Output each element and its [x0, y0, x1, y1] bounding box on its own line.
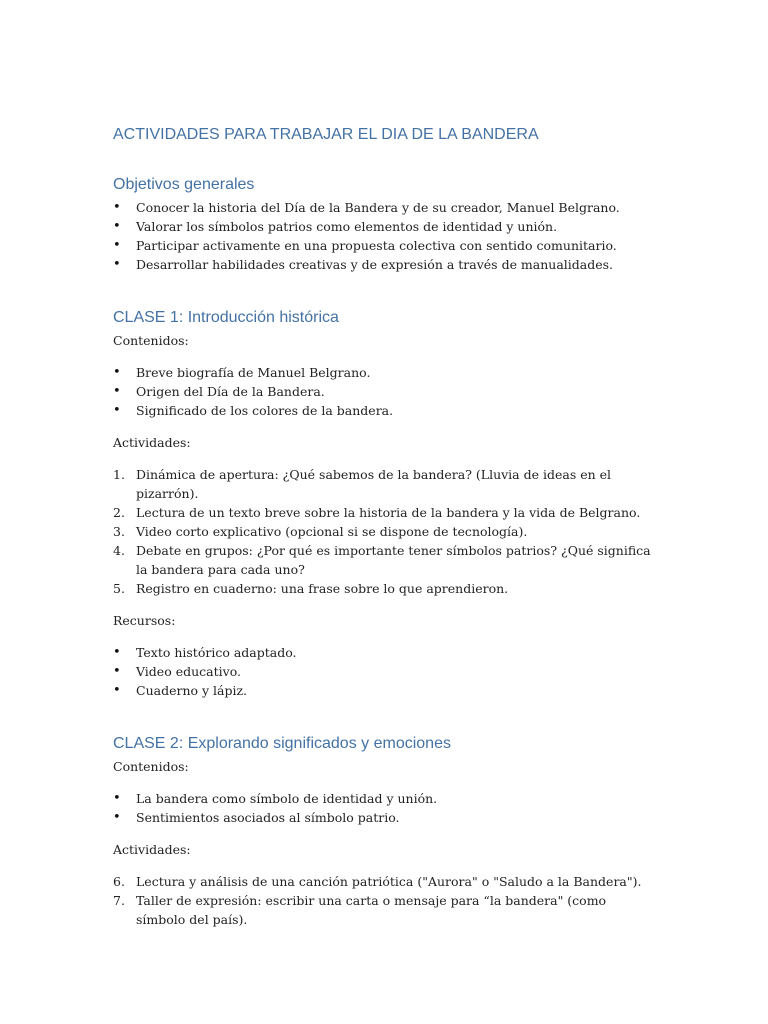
list-item: • Origen del Día de la Bandera.: [113, 382, 653, 401]
clase1-recursos-list: [113, 643, 653, 700]
clase1-actividades-list: [113, 465, 653, 598]
clase2-contenidos-list: [113, 789, 653, 827]
objetivos-heading: Objetivos generales: [113, 176, 255, 193]
item-text: Registro en cuaderno: una frase sobre lo que aprendieron.: [136, 581, 509, 596]
item-number: 3.: [113, 524, 125, 539]
item-text: Lectura y análisis de una canción patriótica ("Aurora" o "Saludo a la Bandera").: [136, 874, 642, 889]
clase2-actividades-label: Actividades:: [113, 842, 191, 857]
numbered-item: [113, 579, 653, 598]
numbered-item: [113, 891, 653, 929]
clase2-contenidos-label: Contenidos:: [113, 759, 189, 774]
clase1-heading: CLASE 1: Introducción histórica: [113, 309, 339, 326]
numbered-item: [113, 503, 653, 522]
clase2-actividades-list: [113, 872, 653, 929]
item-text: Taller de expresión: escribir una carta o mensaje para “la bandera" (como símbolo del país).: [136, 893, 607, 927]
item-text: Video corto explicativo (opcional si se dispone de tecnología).: [136, 524, 528, 539]
numbered-item: [113, 872, 653, 891]
item-text: Dinámica de apertura: ¿Qué sabemos de la bandera? (Lluvia de ideas en el pizarrón).: [136, 467, 612, 501]
list-item: • Valorar los símbolos patrios como elementos de identidad y unión.: [113, 217, 653, 236]
document-title: ACTIVIDADES PARA TRABAJAR EL DIA DE LA BANDERA: [113, 126, 539, 143]
clase1-recursos-label: Recursos:: [113, 613, 176, 628]
numbered-item: [113, 522, 653, 541]
clase1-contenidos-label: Contenidos:: [113, 333, 189, 348]
item-number: 6.: [113, 874, 125, 889]
list-item: • Conocer la historia del Día de la Bandera y de su creador, Manuel Belgrano.: [113, 198, 653, 217]
item-number: 7.: [113, 893, 125, 908]
numbered-item: [113, 541, 653, 579]
list-item: • Cuaderno y lápiz.: [113, 681, 653, 700]
objetivos-list: [113, 198, 653, 274]
clase1-actividades-label: Actividades:: [113, 435, 191, 450]
list-item: • Significado de los colores de la bandera.: [113, 401, 653, 420]
item-number: 5.: [113, 581, 125, 596]
list-item: • La bandera como símbolo de identidad y unión.: [113, 789, 653, 808]
list-item: • Sentimientos asociados al símbolo patrio.: [113, 808, 653, 827]
list-item: • Texto histórico adaptado.: [113, 643, 653, 662]
clase2-heading: CLASE 2: Explorando significados y emociones: [113, 735, 451, 752]
list-item: • Breve biografía de Manuel Belgrano.: [113, 363, 653, 382]
item-number: 2.: [113, 505, 125, 520]
clase1-contenidos-list: [113, 363, 653, 420]
item-number: 1.: [113, 467, 125, 482]
list-item: • Participar activamente en una propuesta colectiva con sentido comunitario.: [113, 236, 653, 255]
numbered-item: [113, 465, 653, 503]
item-number: 4.: [113, 543, 125, 558]
list-item: • Video educativo.: [113, 662, 653, 681]
document-body: [113, 124, 653, 929]
item-text: Debate en grupos: ¿Por qué es importante tener símbolos patrios? ¿Qué significa la bandera para cada uno?: [136, 543, 651, 577]
item-text: Lectura de un texto breve sobre la historia de la bandera y la vida de Belgrano.: [136, 505, 641, 520]
list-item: • Desarrollar habilidades creativas y de expresión a través de manualidades.: [113, 255, 653, 274]
